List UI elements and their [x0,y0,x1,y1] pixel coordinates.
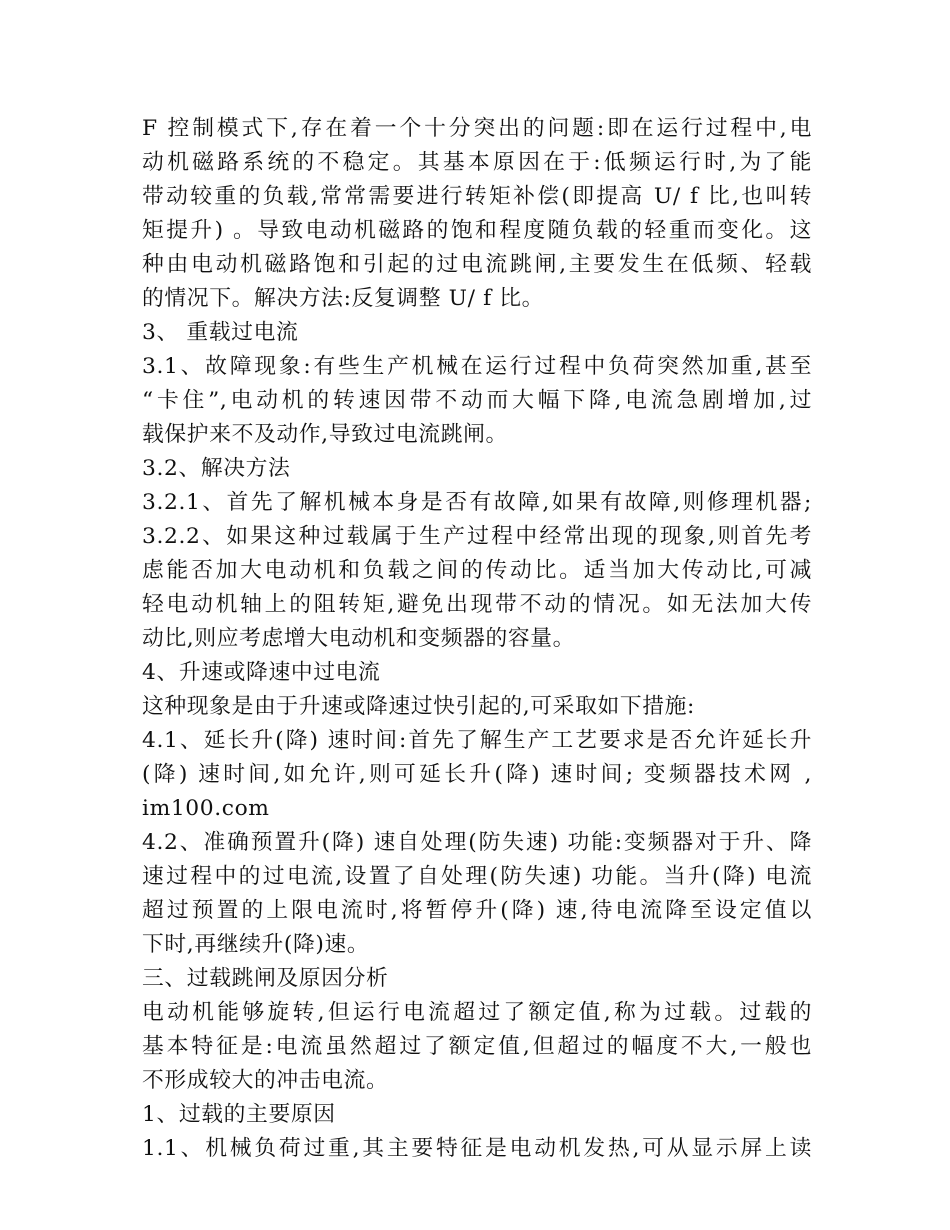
text-line: 带动较重的负载,常常需要进行转矩补偿(即提高 U/ f 比,也叫转 [142,184,812,209]
text-line: 4.1、延长升(降) 速时间:首先了解生产工艺要求是否允许延长升 [142,728,812,753]
text-line: 1.1、机械负荷过重,其主要特征是电动机发热,可从显示屏上读 [142,1136,812,1161]
text-line: 三、过载跳闸及原因分析 [142,966,389,991]
text-line: 这种现象是由于升速或降速过快引起的,可采取如下措施: [142,694,695,719]
text-line: 超过预置的上限电流时,将暂停升(降) 速,待电流降至设定值以 [142,898,812,923]
text-line: 动机磁路系统的不稳定。其基本原因在于:低频运行时,为了能 [142,150,812,175]
text-line: 矩提升) 。导致电动机磁路的饱和程度随负载的轻重而变化。这 [142,218,812,243]
text-line: 的情况下。解决方法:反复调整 U/ f 比。 [142,286,545,311]
text-line: 4、升速或降速中过电流 [142,660,381,685]
text-line: 虑能否加大电动机和负载之间的传动比。适当加大传动比,可减 [142,558,812,583]
text-line: 载保护来不及动作,导致过电流跳闸。 [142,422,508,447]
text-line: F 控制模式下,存在着一个十分突出的问题:即在运行过程中,电 [142,116,812,141]
text-line: “卡住”,电动机的转速因带不动而大幅下降,电流急剧增加,过 [142,388,812,413]
text-line: 3、 重载过电流 [142,320,299,345]
text-line: 基本特征是:电流虽然超过了额定值,但超过的幅度不大,一般也 [142,1034,812,1059]
text-line: (降) 速时间,如允许,则可延长升(降) 速时间; 变频器技术网 , [142,762,812,787]
text-line: 3.2、解决方法 [142,456,291,481]
document-body [142,112,812,1166]
text-line: 速过程中的过电流,设置了自处理(防失速) 功能。当升(降) 电流 [142,864,812,889]
text-line: 轻电动机轴上的阻转矩,避免出现带不动的情况。如无法加大传 [142,592,812,617]
text-line: 电动机能够旋转,但运行电流超过了额定值,称为过载。过载的 [142,1000,812,1025]
text-line: 3.1、故障现象:有些生产机械在运行过程中负荷突然加重,甚至 [142,354,812,379]
text-line: 种由电动机磁路饱和引起的过电流跳闸,主要发生在低频、轻载 [142,252,812,277]
text-line: 动比,则应考虑增大电动机和变频器的容量。 [142,626,576,651]
text-line: 3.2.2、如果这种过载属于生产过程中经常出现的现象,则首先考 [142,524,812,549]
text-line: 下时,再继续升(降)速。 [142,932,370,957]
text-line: im100.com [142,796,270,821]
text-line: 1、过载的主要原因 [142,1102,336,1127]
text-line: 3.2.1、首先了解机械本身是否有故障,如果有故障,则修理机器; [142,490,812,515]
text-line: 4.2、准确预置升(降) 速自处理(防失速) 功能:变频器对于升、降 [142,830,812,855]
text-line: 不形成较大的冲击电流。 [142,1068,389,1093]
